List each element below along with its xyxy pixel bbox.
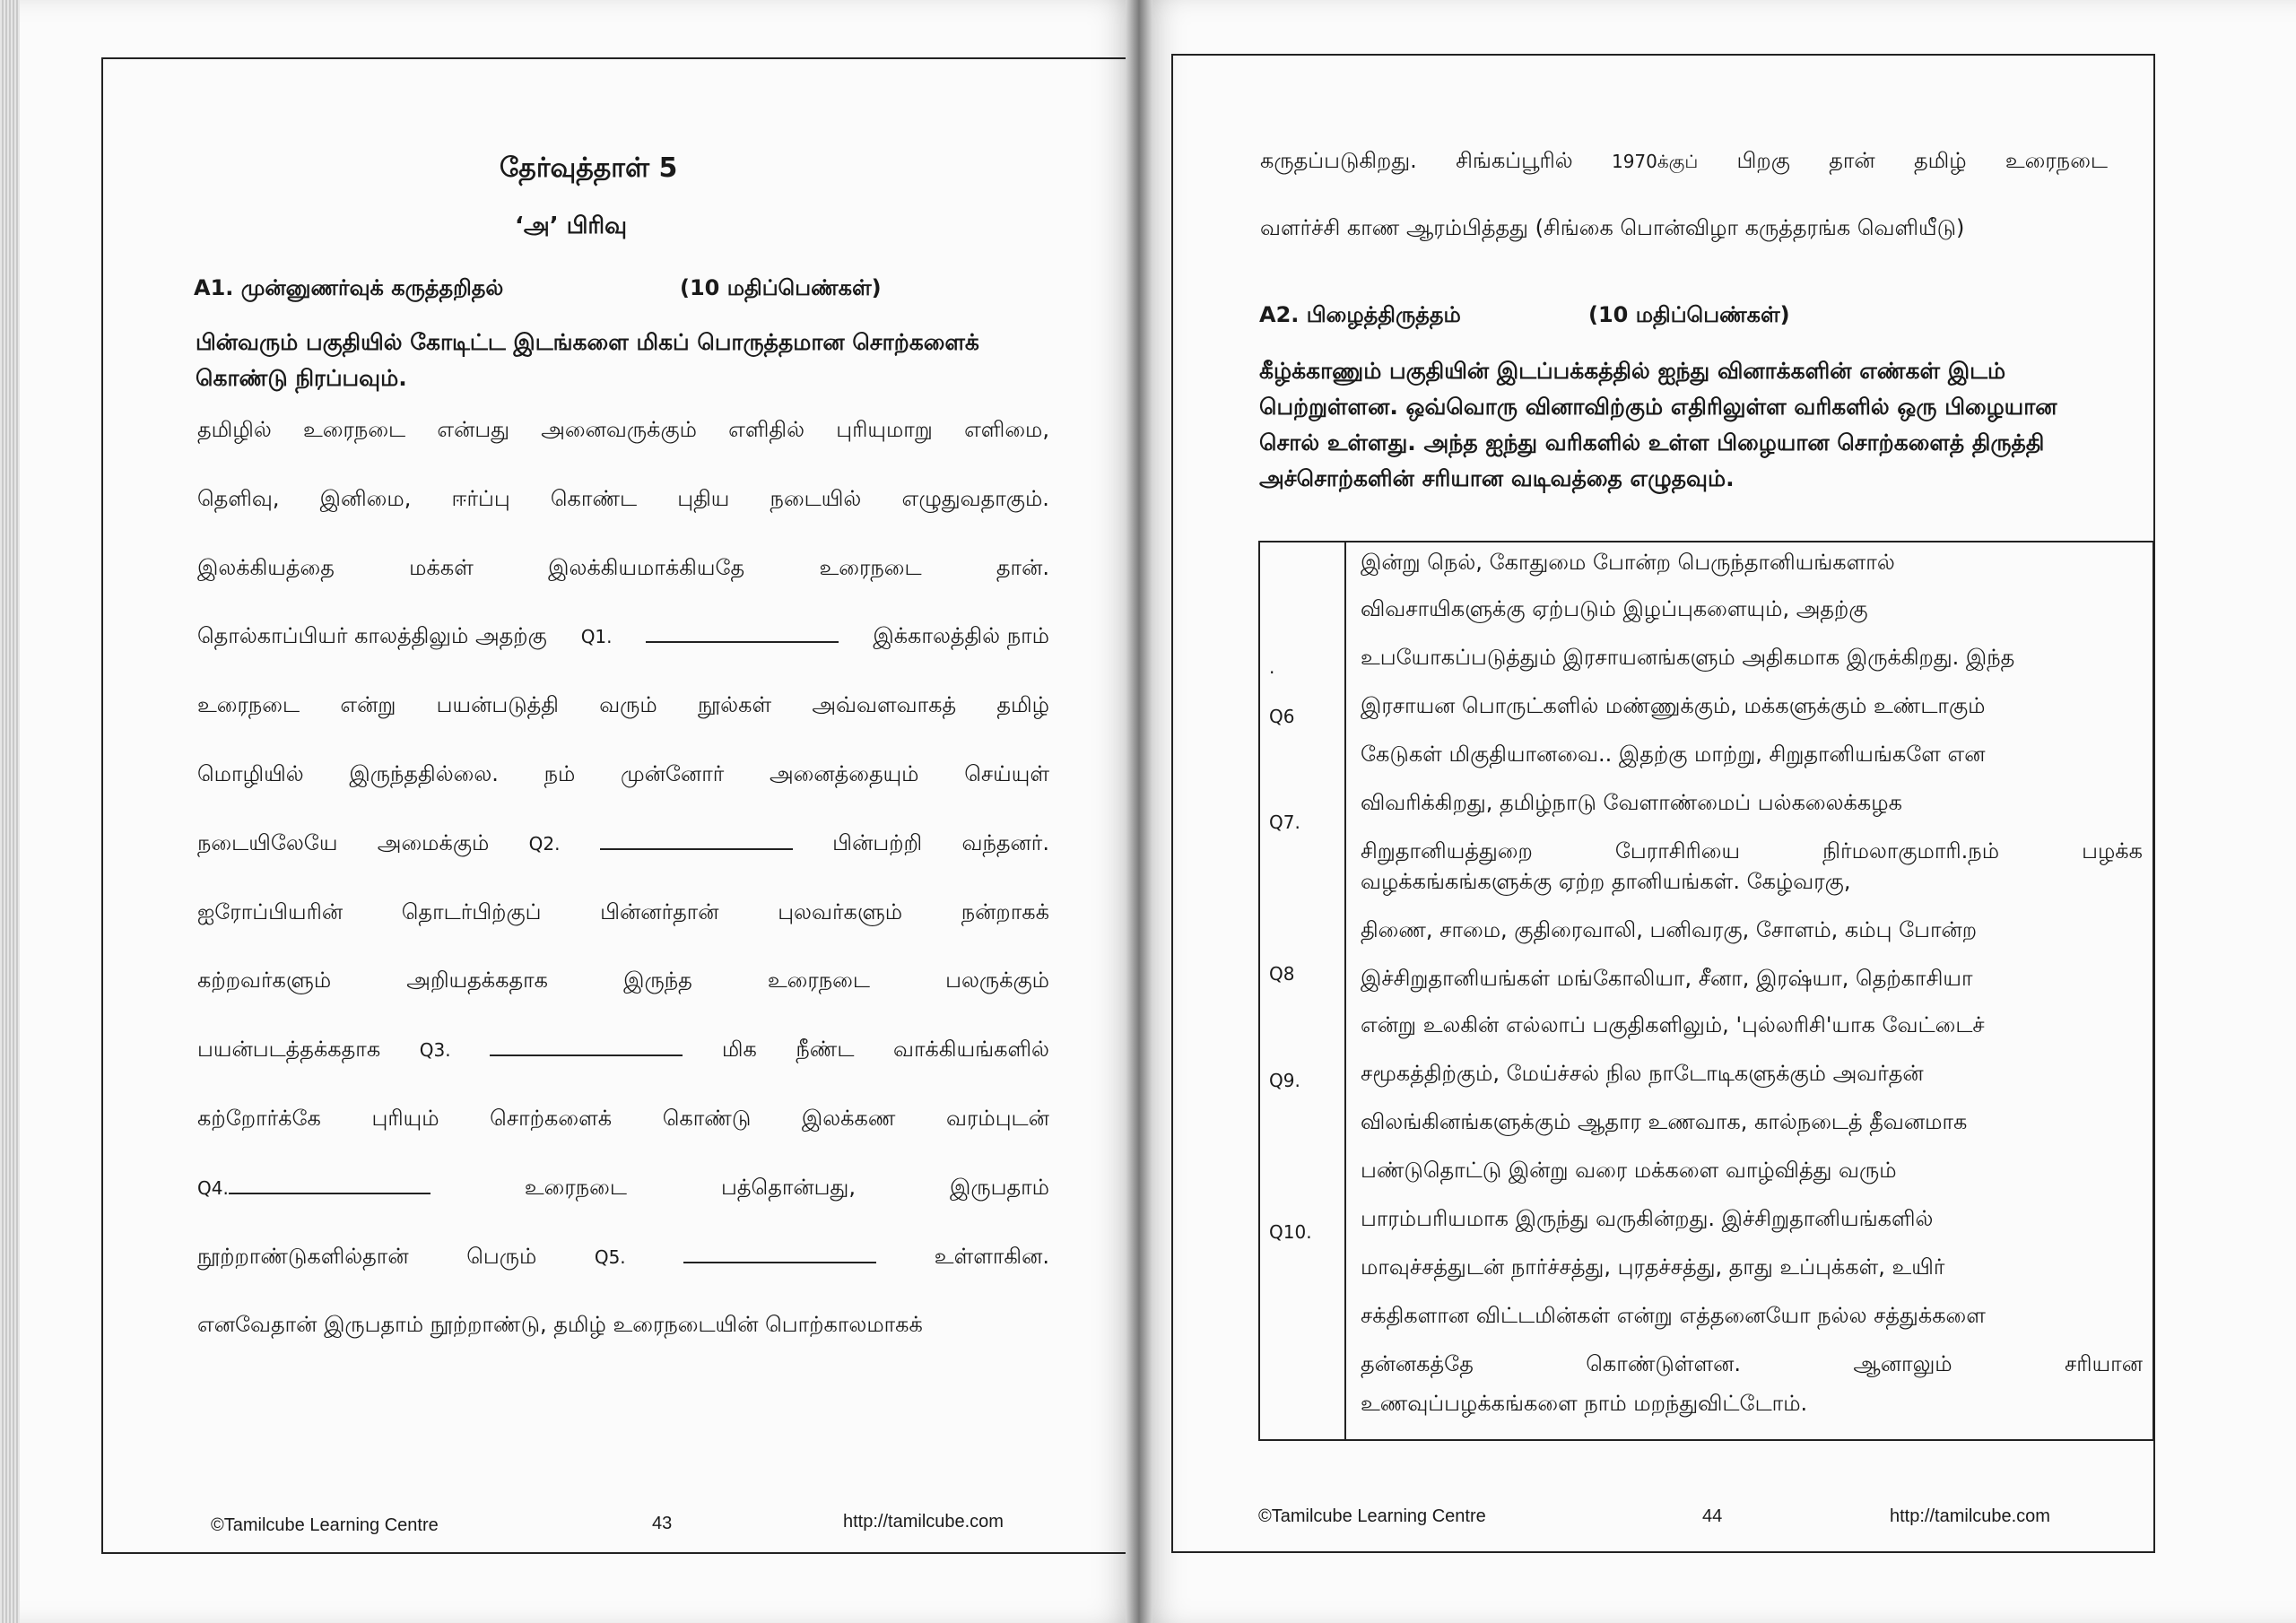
table-word: கொண்டுள்ளன. [1586,1351,1741,1376]
passage-word: சிங்கப்பூரில் [1456,148,1573,173]
passage-word: பின்னர்தான் [600,898,719,924]
fill-in-blank[interactable] [683,1262,876,1263]
passage-line [197,968,1049,995]
table-text-line: வழக்கங்கங்களுக்கு ஏற்ற தானியங்கள். கேழ்வரகு, [1361,869,1851,894]
table-text-line: உபயோகப்படுத்தும் இரசாயனங்களும் அதிகமாக இருக்கிறது. இந்த [1361,645,2015,670]
question-label: Q2. [528,832,561,855]
question-number: Q6 [1269,706,1295,727]
passage-word: உரைநடை [819,554,922,580]
passage-word: உரைநடை [524,1174,627,1200]
passage-word: உரைநடை [197,692,300,718]
section-title: ‘அ’ பிரிவு [515,213,628,239]
fill-in-blank[interactable] [229,1193,430,1194]
passage-word: பலருக்கும் [945,968,1049,994]
table-text-line: இச்சிறுதானியங்கள் மங்கோலியா, சீனா, இரஷ்யா, தெற்காசியா [1361,966,1973,991]
question-label: Q1. [580,626,613,648]
question-number: Q10. [1269,1221,1312,1243]
footer-url: http://tamilcube.com [843,1512,1004,1532]
passage-word: எளிதில் [728,417,805,442]
footer-copyright: ©Tamilcube Learning Centre [211,1515,439,1535]
passage-word: ஈர்ப்பு [451,485,510,511]
passage-line [197,1244,1049,1271]
passage-word: எளிமை, [964,417,1049,442]
table-text-line [1361,838,2143,866]
passage-word: கற்றோர்க்கே [197,1106,321,1131]
passage-word: அறியதக்கதாக [406,968,549,994]
table-text-line: உணவுப்பழக்கங்களை நாம் மறந்துவிட்டோம். [1361,1391,1808,1416]
passage-word: ஐரோப்பியரின் [197,898,344,924]
passage-line [197,555,1049,583]
question-number: Q9. [1269,1070,1300,1091]
passage-word: இருந்ததில்லை. [349,761,499,786]
table-text-line: சமூகத்திற்கும், மேய்ச்சல் நில நாடோடிகளுக்கும் அவர்தன் [1361,1061,1924,1086]
passage-word: அமைக்கும் [377,829,490,855]
a1-label: A1. முன்னுணர்வுக் கருத்தறிதல் [194,275,504,300]
paper-title: தேர்வுத்தாள் 5 [500,152,678,184]
error-correction-table [1258,541,2154,1441]
passage-word: மிக [721,1037,757,1063]
question-label: Q3. [419,1039,451,1062]
passage-word: அனைவருக்கும் [541,417,697,442]
passage-word: பெரும் [466,1243,537,1269]
passage-word: அனைத்தையும் [769,761,919,786]
table-text-line: திணை, சாமை, குதிரைவாலி, பனிவரகு, சோளம், கம்பு போன்ற [1361,917,1978,942]
passage-word: எழுதுவதாகும். [901,485,1049,511]
passage-word: புதிய [677,485,730,511]
a2-instruction: கீழ்க்காணும் பகுதியின் இடப்பக்கத்தில் ஐந்து வினாக்களின் எண்கள் இடம் பெற்றுள்ளன. ஒவ்வொரு வினாவிற்கும் எதிரிலுள்ள வரிகளில் ஒரு பிழையான சொல் உள்ளது. அந்த ஐந்து வரிகளில் உள்ள பிழையான சொற்களைத் திருத்தி அச்சொற்களின் சரியான வடிவத்தை எழுதவும். [1259,358,2057,491]
table-text-line: விவரிக்கிறது, தமிழ்நாடு வேளாண்மைப் பல்கலைக்கழக [1361,790,1902,815]
passage-word: நம் [544,761,576,786]
passage-line [197,692,1049,720]
table-word: ஆனாலும் [1853,1351,1952,1376]
passage-word: நன்றாகக் [961,898,1049,924]
table-word: தன்னகத்தே [1361,1351,1474,1376]
question-number: Q8 [1269,963,1295,985]
table-text-line: விவசாயிகளுக்கு ஏற்படும் இழப்புகளையும், அதற்கு [1361,596,1868,621]
passage-word: 1970க்குப் [1611,151,1699,172]
passage-word: தமிழ் [996,692,1049,718]
page-number-right: 44 [1702,1506,1723,1526]
passage-word: தொடர்பிற்குப் [401,898,542,924]
footer-copyright-right: ©Tamilcube Learning Centre [1258,1506,1486,1526]
table-text-line: இரசாயன பொருட்களில் மண்ணுக்கும், மக்களுக்கும் உண்டாகும் [1361,693,1986,718]
passage-word: நீண்ட [796,1037,855,1063]
passage-word: தான் [1829,148,1875,173]
table-word: பழக்க [2082,838,2143,864]
passage-word: தமிழ் [1914,148,1967,173]
passage-word: உரைநடை [767,968,870,994]
table-text-line: விலங்கினங்களுக்கும் ஆதார உணவாக, கால்நடைத் தீவனமாக [1361,1109,1968,1134]
passage-word: தொல்காப்பியர் காலத்திலும் அதற்கு [197,623,547,649]
passage-word: பின்பற்றி [832,829,923,855]
a2-heading [1259,302,1461,330]
passage-word: இலக்கியமாக்கியதே [548,554,745,580]
fill-in-blank[interactable] [600,848,793,850]
passage-word: பயன்படத்தக்கதாக [197,1037,381,1063]
book-gutter [1126,0,1152,1623]
passage-word: இலக்கண [801,1106,896,1131]
passage-word: இருந்த [623,968,692,994]
footer-url-right: http://tamilcube.com [1890,1506,2050,1526]
passage-word: நடையில் [770,485,862,511]
passage-word: இருபதாம் [950,1174,1049,1200]
table-word: சிறுதானியத்துறை [1361,838,1533,864]
passage-word: கருதப்படுகிறது. [1260,148,1417,173]
passage-word: என்பது [437,417,510,442]
passage-word: நடையிலேயே [197,829,338,855]
table-divider [1344,542,1346,1439]
passage-word: எனவேதான் இருபதாம் நூற்றாண்டு, தமிழ் உரைநடையின் பொற்காலமாகக் [197,1312,923,1338]
passage-word: மொழியில் [197,761,304,786]
continuation-line [1260,215,1964,243]
passage-line [197,761,1049,789]
table-word: நிர்மலாகுமாரி.நம் [1822,838,2000,864]
passage-line [197,899,1049,927]
continuation-line [1260,148,2108,176]
passage-line [197,830,1049,858]
passage-word: நூல்கள் [697,692,772,718]
passage-word: கொண்டு [662,1106,752,1131]
passage-word: தமிழில் [197,417,272,442]
a1-instruction: பின்வரும் பகுதியில் கோடிட்ட இடங்களை மிகப் பொருத்தமான சொற்களைக் கொண்டு நிரப்பவும். [196,329,979,391]
passage-word: அவ்வளவாகத் [812,692,957,718]
passage-word: வந்தனர். [961,829,1049,855]
passage-line [197,1106,1049,1133]
fill-in-blank[interactable] [490,1055,683,1056]
passage-word: உள்ளாகின. [934,1243,1049,1269]
passage-word: உரைநடை [303,417,406,442]
passage-word: புலவர்களும் [778,898,903,924]
passage-word: வாக்கியங்களில் [893,1037,1049,1063]
passage-word: பத்தொன்பது, [721,1174,856,1200]
passage-word: உரைநடை [2005,148,2108,173]
passage-line [197,1037,1049,1064]
a2-label: A2. பிழைத்திருத்தம் [1259,302,1461,327]
table-text-line: சக்திகளான விட்டமின்கள் என்று எத்தனையோ நல்ல சத்துக்களை [1361,1303,1986,1328]
table-text-line: கேடுகள் மிகுதியானவை.. இதற்கு மாற்று, சிறுதானியங்களே என [1361,742,1986,767]
table-text-line: பண்டுதொட்டு இன்று வரை மக்களை வாழ்வித்து வரும் [1361,1158,1897,1183]
passage-word: பயன்படுத்தி [436,692,559,718]
table-text-line [1361,1351,2143,1379]
passage-word: இனிமை, [319,485,412,511]
fill-in-blank[interactable] [646,641,839,643]
passage-word: வளர்ச்சி காண ஆரம்பித்தது (சிங்கை பொன்விழா கருத்தரங்க வெளியீடு) [1260,215,1965,240]
table-text-line: பாரம்பரியமாக இருந்து வருகின்றது. இச்சிறுதானியங்களில் [1361,1206,1934,1231]
passage-word: நூற்றாண்டுகளில்தான் [197,1243,409,1269]
question-label: Q4. [197,1176,229,1199]
passage-line [197,1312,1058,1340]
question-label: Q5. [594,1245,626,1268]
passage-word: இலக்கியத்தை [197,554,335,580]
passage-word: வரம்புடன் [946,1106,1049,1131]
passage-word: இக்காலத்தில் நாம் [873,623,1049,649]
a1-heading [194,275,503,303]
passage-word: கொண்ட [550,485,638,511]
passage-word: மக்கள் [409,554,474,580]
question-number: Q7. [1269,812,1300,833]
a1-marks: (10 மதிப்பெண்கள்) [680,275,882,300]
passage-word: சொற்களைக் [490,1106,613,1131]
table-text-line: இன்று நெல், கோதுமை போன்ற பெருந்தானியங்களால் [1361,550,1895,575]
passage-word: முன்னோர் [620,761,725,786]
passage-word: புரியும் [371,1106,439,1131]
passage-word: வரும் [599,692,657,718]
passage-word: என்று [340,692,396,718]
passage-word: கற்றவர்களும் [197,968,332,994]
page-edges [0,0,20,1623]
table-dot: . [1269,656,1275,678]
left-page [0,0,1139,1623]
passage-word: புரியுமாறு [836,417,933,442]
passage-line [197,417,1049,445]
passage-word: பிறகு [1736,148,1790,173]
a2-marks: (10 மதிப்பெண்கள்) [1588,302,1790,327]
passage-word: தான். [996,554,1049,580]
passage-word: தெளிவு, [197,485,280,511]
table-word: பேராசிரியை [1614,838,1741,864]
q4-with-blank [197,1175,430,1200]
page-number: 43 [652,1514,673,1533]
table-text-line: மாவுச்சத்துடன் நார்ச்சத்து, புரதச்சத்து, தாது உப்புக்கள், உயிர் [1361,1254,1945,1280]
passage-word: செய்யுள் [964,761,1049,786]
table-word: சரியான [2065,1351,2143,1376]
table-text-line: என்று உலகின் எல்லாப் பகுதிகளிலும், 'புல்லரிசி'யாக வேட்டைச் [1361,1012,1985,1037]
passage-line [197,1175,1049,1202]
passage-line [197,486,1049,514]
passage-line [197,623,1049,651]
